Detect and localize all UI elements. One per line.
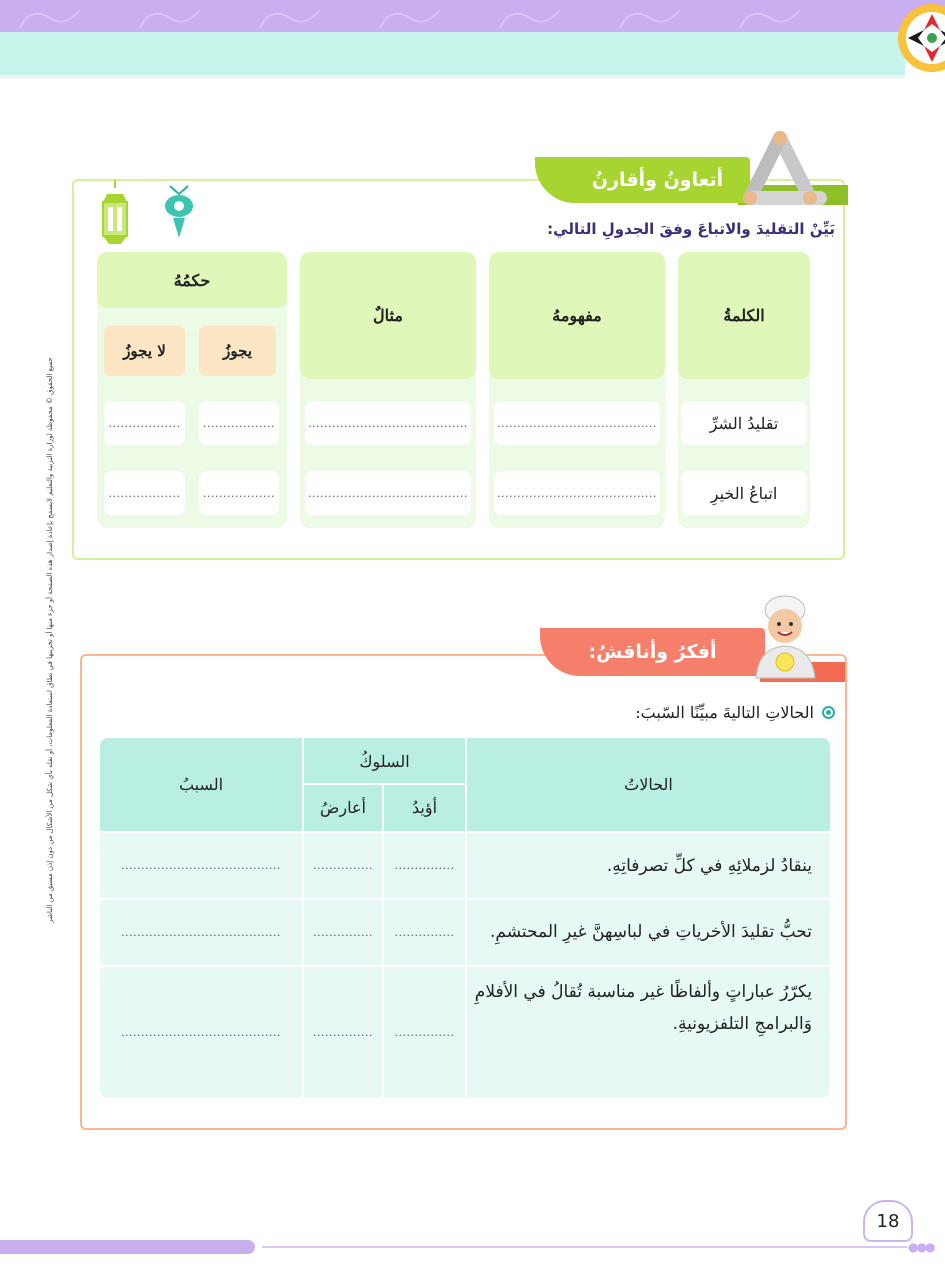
- word-cell-row1: تقليدُ الشرِّ: [681, 401, 807, 445]
- lantern-icon: [95, 180, 135, 250]
- agree-blank-row1[interactable]: ...............: [394, 859, 455, 872]
- section2-title: أفكرُ وأناقشُ:: [540, 628, 765, 676]
- header-example: مثالٌ: [300, 252, 476, 379]
- meaning-blank-row1[interactable]: ........................................: [494, 401, 660, 445]
- hanging-charm-icon: [158, 182, 200, 242]
- not-allowed-blank-row1[interactable]: ..................: [104, 401, 185, 445]
- reason-blank-row1[interactable]: ........................................: [121, 859, 281, 872]
- not-allowed-blank-row2[interactable]: ..................: [104, 471, 185, 515]
- reason-blank-row2[interactable]: ........................................: [121, 926, 281, 939]
- header-cases: الحالاتُ: [624, 775, 673, 794]
- example-blank-row1[interactable]: ........................................: [305, 401, 471, 445]
- header-top-band: [0, 0, 945, 32]
- thinking-boy-icon: [748, 588, 823, 683]
- header-mint-band: [0, 32, 905, 78]
- word-cell-row2: اتباعُ الخيرِ: [681, 471, 807, 515]
- example-blank-row2[interactable]: ........................................: [305, 471, 471, 515]
- grid-line: [304, 783, 465, 785]
- oppose-blank-row1[interactable]: ...............: [313, 859, 373, 872]
- header-word: الكلمةُ: [678, 252, 810, 379]
- footer-dots-icon: ●●●: [908, 1240, 934, 1254]
- header-reason: السببُ: [178, 775, 224, 794]
- case-row3: يكرّرُ عباراتٍ وألفاظًا غير مناسبة تُقالُ في الأفلامِ وَالبرامجِ التلفزيونيةِ.: [474, 982, 812, 1035]
- header-oppose: أعارضُ: [320, 798, 366, 817]
- case-row2: تحبُّ تقليدَ الأخرياتِ في لباسِهنَّ غيرِ المحتشمِ.: [490, 922, 812, 942]
- agree-blank-row2[interactable]: ...............: [394, 926, 455, 939]
- meaning-blank-row2[interactable]: ........................................: [494, 471, 660, 515]
- flower-ornament-icon: [890, 0, 945, 85]
- header-ruling: حكمُهُ: [97, 252, 287, 308]
- header-behavior: السلوكُ: [359, 751, 410, 771]
- section2-instruction-text: الحالاتِ التاليةَ مبيِّنًا السّببَ:: [635, 703, 814, 722]
- cooperation-hands-icon: [740, 128, 850, 213]
- allowed-blank-row1[interactable]: ..................: [199, 401, 279, 445]
- footer-bar: [0, 1240, 255, 1254]
- section2-instruction: [635, 703, 835, 722]
- page-number: 18: [863, 1200, 913, 1242]
- section1-instruction: بَيِّنْ التقليدَ والاتباعَ وفقَ الجدولِ التالي:: [547, 220, 835, 238]
- footer-line: [262, 1246, 907, 1248]
- case-row1: ينقادُ لزملائِهِ في كلِّ تصرفاتِهِ.: [606, 856, 812, 876]
- reason-blank-row3[interactable]: ........................................: [121, 1026, 281, 1039]
- copyright-side-note: جميع الحقوق © محفوظة لوزارة التربية والتعليم لايسمح بإعادة إصدار هذه الصفحة أو جزء منها أو تخزينها في نطاق استعادة المعلومات، أو نقله بأي شكل من الأشكال من دون إذن مسبق من الناشر: [46, 357, 54, 923]
- grid-line: [465, 738, 467, 1098]
- header-meaning: مفهومهُ: [489, 252, 665, 379]
- header-allowed: يجوزُ: [199, 326, 276, 376]
- section1-title: أتعاونُ وأقارنُ: [535, 157, 750, 203]
- header-pattern: [0, 0, 945, 32]
- header-agree: أؤيدُ: [411, 798, 438, 817]
- oppose-blank-row2[interactable]: ...............: [313, 926, 373, 939]
- target-bullet-icon: [822, 706, 835, 719]
- cases-table: [100, 738, 830, 1098]
- oppose-blank-row3[interactable]: ...............: [313, 1026, 373, 1039]
- allowed-blank-row2[interactable]: ..................: [199, 471, 279, 515]
- header-not-allowed: لا يجوزُ: [104, 326, 185, 376]
- agree-blank-row3[interactable]: ...............: [394, 1026, 455, 1039]
